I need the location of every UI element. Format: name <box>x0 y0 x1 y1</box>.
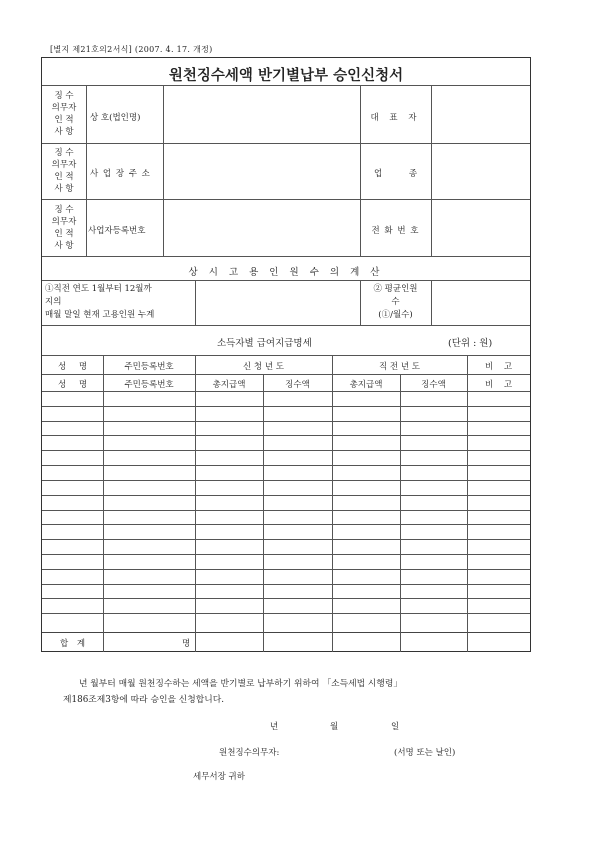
table-row[interactable] <box>42 435 530 450</box>
total-label: 합 계 <box>59 639 86 649</box>
total-unit: 명 <box>182 639 191 649</box>
table-row[interactable] <box>42 495 530 510</box>
col-id-header: 주민등록번호 <box>124 362 174 372</box>
statement-line-1: 년 월부터 매월 원천징수하는 세액을 반기별로 납부하기 위하여 「소득세법 시행령」 <box>79 679 403 689</box>
col-remarks-subheader: 비 고 <box>484 380 513 390</box>
unit-label: (단위 : 원) <box>448 338 493 349</box>
table-row[interactable] <box>42 584 530 599</box>
table-row[interactable] <box>42 480 530 495</box>
income-section-title: 소득자별 급여지급명세 <box>217 338 312 349</box>
col-id-subheader: 주민등록번호 <box>124 380 174 390</box>
applicant-side-label: 징 수 의무자 인 적 사 항 <box>51 205 77 251</box>
col-prior-year-header: 직 전 년 도 <box>379 362 420 372</box>
col-apply-withheld-header: 징수액 <box>285 380 310 390</box>
business-address-label: 사 업 장 주 소 <box>90 169 151 179</box>
signature-label: (서명 또는 날인) <box>394 748 456 758</box>
form-title: 원천징수세액 반기별납부 승인신청서 <box>168 68 404 84</box>
table-row[interactable] <box>42 391 530 406</box>
date-day-label: 일 <box>391 722 400 732</box>
col-apply-total-header: 총지급액 <box>212 380 246 390</box>
date-year-label: 년 <box>270 722 279 732</box>
statement-line-2: 제186조제3항에 따라 승인을 신청합니다. <box>63 695 225 705</box>
table-row[interactable] <box>42 539 530 554</box>
registration-number-label: 사업자등록번호 <box>88 226 146 236</box>
average-headcount-label: ② 평균인원 수 (①/월수) <box>373 284 418 320</box>
date-month-label: 월 <box>330 722 339 732</box>
industry-label: 업 종 <box>373 169 418 179</box>
table-row[interactable] <box>42 510 530 525</box>
phone-label: 전 화 번 호 <box>371 226 420 236</box>
employment-section-title: 상 시 고 용 인 원 수 의 계 산 <box>188 267 384 278</box>
col-remarks-header: 비 고 <box>484 362 513 372</box>
business-name-label: 상 호(법인명) <box>90 113 141 123</box>
table-row[interactable] <box>42 465 530 480</box>
col-name-header: 성 명 <box>57 362 88 372</box>
income-table-body <box>42 391 530 628</box>
applicant-side-label: 징 수 의무자 인 적 사 항 <box>51 148 77 194</box>
table-row[interactable] <box>42 450 530 465</box>
col-name-subheader: 성 명 <box>57 380 88 390</box>
application-form <box>41 57 531 652</box>
table-row[interactable] <box>42 406 530 421</box>
col-prior-total-header: 총지급액 <box>349 380 383 390</box>
representative-label: 대 표 자 <box>370 113 421 123</box>
form-header-note: [별지 제21호의2서식] (2007. 4. 17. 개정) <box>50 45 213 54</box>
addressee-label: 세무서장 귀하 <box>193 772 245 782</box>
table-row[interactable] <box>42 598 530 613</box>
table-row[interactable] <box>42 569 530 584</box>
col-prior-withheld-header: 징수액 <box>421 380 446 390</box>
monthly-headcount-label: ①직전 연도 1월부터 12월까 지의 매월 말일 현재 고용인원 누계 <box>45 284 155 320</box>
table-row[interactable] <box>42 613 530 628</box>
col-apply-year-header: 신 청 년 도 <box>243 362 284 372</box>
withholding-agent-label: 원천징수의무자: <box>219 748 280 758</box>
table-row[interactable] <box>42 524 530 539</box>
table-row[interactable] <box>42 421 530 436</box>
applicant-side-label: 징 수 의무자 인 적 사 항 <box>51 91 77 137</box>
table-row[interactable] <box>42 554 530 569</box>
